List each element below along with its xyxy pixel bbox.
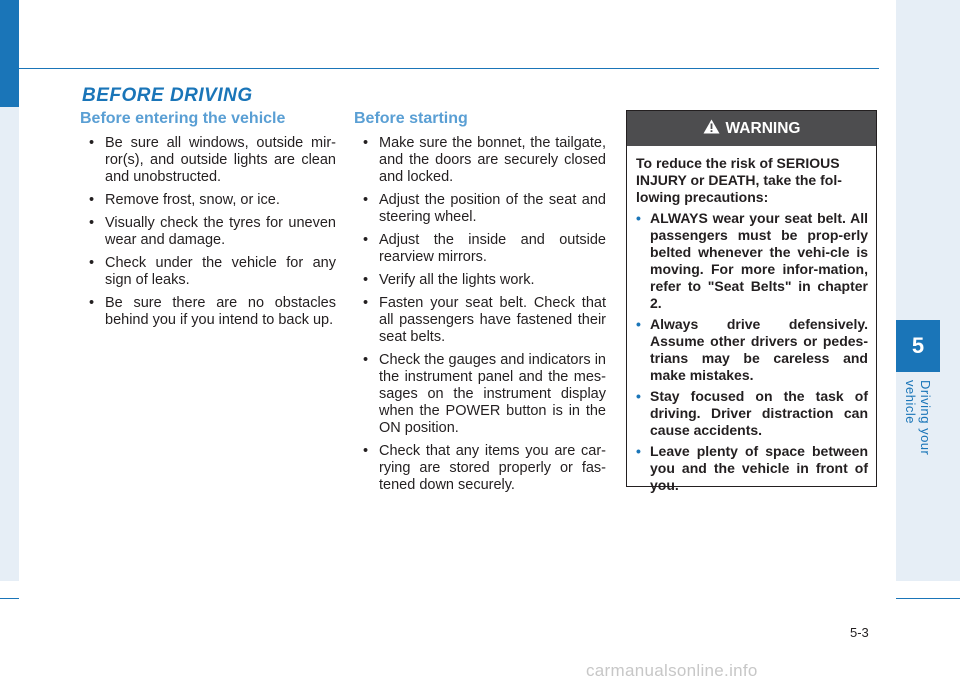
list-item: • Be sure there are no obstacles behind you if you intend to back up.: [80, 295, 336, 329]
warning-title: WARNING: [725, 119, 801, 137]
checklist: [80, 135, 336, 329]
warning-header: [627, 111, 876, 146]
column-heading: Before entering the vehicle: [80, 110, 286, 127]
warning-intro: To reduce the risk of SERIOUS INJURY or DEATH, take the fol-lowing precautions:: [636, 155, 842, 205]
column-before-entering: [80, 110, 336, 335]
list-item: • Make sure the bonnet, the tailgate, and the doors are securely closed and locked.: [354, 135, 606, 186]
list-item: • Check that any items you are car-rying are stored properly or fas-tened down securely.: [354, 443, 606, 494]
chapter-number-tab: 5: [896, 320, 940, 372]
page-number: 5-3: [850, 625, 869, 640]
warning-list: [636, 210, 868, 494]
list-item: • Adjust the position of the seat and steering wheel.: [354, 192, 606, 226]
header-rule: [19, 68, 879, 69]
watermark: carmanualsonline.info: [586, 661, 758, 680]
list-item: • Verify all the lights work.: [354, 272, 606, 289]
column-before-starting: [354, 110, 606, 500]
list-item: • Adjust the inside and outside rearview mirrors.: [354, 232, 606, 266]
warning-box: [626, 110, 877, 493]
list-item: • Check under the vehicle for any sign of leaks.: [80, 255, 336, 289]
warning-item: • Leave plenty of space between you and the vehicle in front of you.: [636, 443, 868, 494]
warning-body: [627, 146, 876, 494]
warning-item: • Stay focused on the task of driving. Driver distraction can cause accidents.: [636, 388, 868, 439]
list-item: • Visually check the tyres for uneven wear and damage.: [80, 215, 336, 249]
list-item: • Remove frost, snow, or ice.: [80, 192, 336, 209]
chapter-name: Driving your vehicle: [903, 380, 933, 456]
warning-triangle-icon: [703, 119, 720, 139]
left-margin-rule: [0, 598, 19, 599]
warning-item: • ALWAYS wear your seat belt. All passengers must be prop-erly belted whenever the vehi-cle is moving. For more infor-mation, refer to "Seat Belts" in chapter 2.: [636, 210, 868, 312]
warning-item: • Always drive defensively. Assume other drivers or pedes-trians may be careless and make mistakes.: [636, 316, 868, 384]
list-item: • Be sure all windows, outside mir-ror(s), and outside lights are clean and unobstructed.: [80, 135, 336, 186]
list-item: • Fasten your seat belt. Check that all passengers have fastened their seat belts.: [354, 295, 606, 346]
section-title: BEFORE DRIVING: [82, 85, 253, 106]
checklist: [354, 135, 606, 494]
right-margin-rule: [896, 598, 960, 599]
column-heading: Before starting: [354, 110, 468, 127]
list-item: • Check the gauges and indicators in the instrument panel and the mes-sages on the instrument display when the POWER button is in the ON position.: [354, 352, 606, 437]
left-accent-block: [0, 0, 19, 107]
